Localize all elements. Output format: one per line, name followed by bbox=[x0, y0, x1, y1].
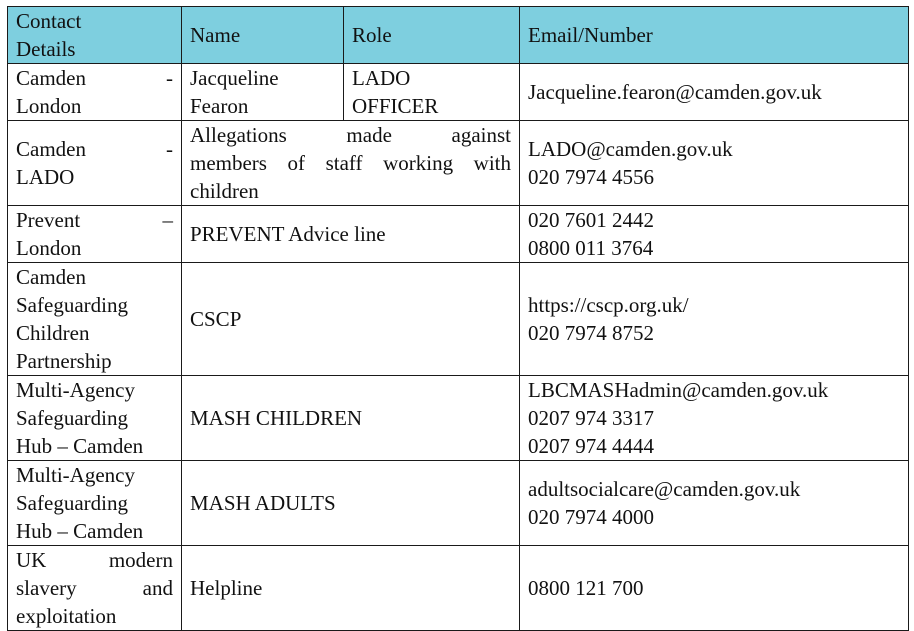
table-row bbox=[8, 461, 909, 546]
description-cell: CSCP bbox=[182, 263, 520, 376]
details-cell: LADO@camden.gov.uk 020 7974 4556 bbox=[520, 121, 909, 206]
table-row bbox=[8, 546, 909, 631]
details-cell: 020 7601 2442 0800 011 3764 bbox=[520, 206, 909, 263]
table-row bbox=[8, 376, 909, 461]
description-cell: Allegations made against members of staff working with children bbox=[182, 121, 520, 206]
name-cell: Jacqueline Fearon bbox=[182, 64, 344, 121]
description-cell: MASH ADULTS bbox=[182, 461, 520, 546]
details-cell: LBCMASHadmin@camden.gov.uk 0207 974 3317 0207 974 4444 bbox=[520, 376, 909, 461]
table-row bbox=[8, 121, 909, 206]
contact-cell: Camden Safeguarding Children Partnership bbox=[8, 263, 182, 376]
details-cell: Jacqueline.fearon@camden.gov.uk bbox=[520, 64, 909, 121]
contact-cell: Multi-Agency Safeguarding Hub – Camden bbox=[8, 376, 182, 461]
header-role: Role bbox=[344, 7, 520, 64]
table-row bbox=[8, 64, 909, 121]
description-cell: PREVENT Advice line bbox=[182, 206, 520, 263]
contact-cell: Camden - London bbox=[8, 64, 182, 121]
description-cell: MASH CHILDREN bbox=[182, 376, 520, 461]
details-cell: https://cscp.org.uk/ 020 7974 8752 bbox=[520, 263, 909, 376]
details-cell: 0800 121 700 bbox=[520, 546, 909, 631]
header-email-number: Email/Number bbox=[520, 7, 909, 64]
table-row bbox=[8, 206, 909, 263]
details-cell: adultsocialcare@camden.gov.uk 020 7974 4000 bbox=[520, 461, 909, 546]
role-cell: LADO OFFICER bbox=[344, 64, 520, 121]
table-row bbox=[8, 263, 909, 376]
contact-cell: UK modern slavery and exploitation bbox=[8, 546, 182, 631]
header-name: Name bbox=[182, 7, 344, 64]
description-cell: Helpline bbox=[182, 546, 520, 631]
contact-cell: Camden - LADO bbox=[8, 121, 182, 206]
contact-cell: Prevent – London bbox=[8, 206, 182, 263]
header-contact-details: Contact Details bbox=[8, 7, 182, 64]
contact-cell: Multi-Agency Safeguarding Hub – Camden bbox=[8, 461, 182, 546]
header-row bbox=[8, 7, 909, 64]
contacts-table bbox=[7, 6, 909, 631]
